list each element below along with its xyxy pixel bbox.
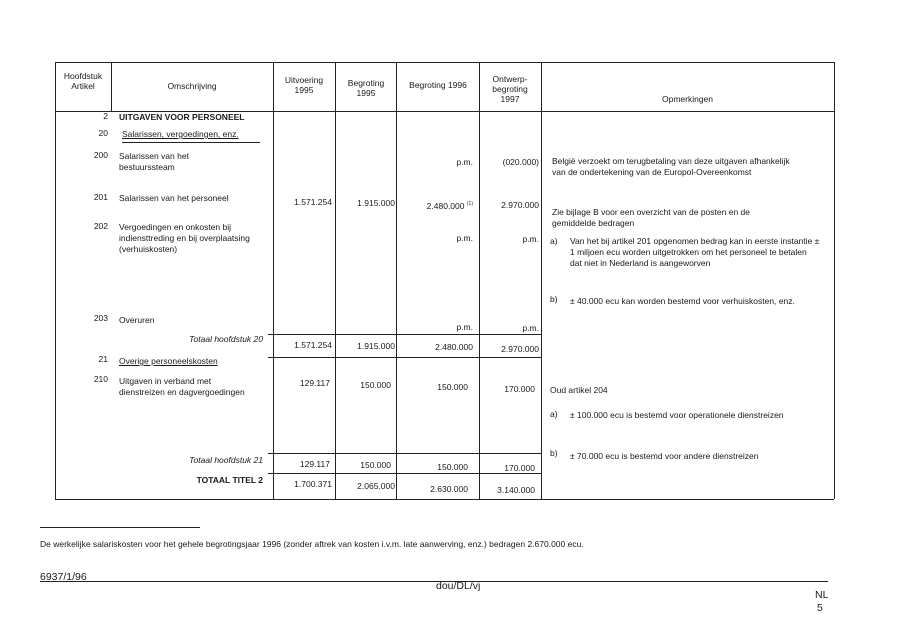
row-200-underline [122,142,260,143]
total20-top-line [268,334,541,335]
row-200-remark: België verzoekt om terugbetaling van deze uitgaven afhankelijk van de ondertekening van de Europol-Overeenkomst [552,156,790,177]
row-201-remark: Zie bijlage B voor een overzicht van de posten en de gemiddelde bedragen [552,207,750,228]
footnote-separator [40,527,200,528]
row-202-remark-a-label: a) [550,236,558,246]
row-210-budget1995: 150.000 [360,380,391,390]
row-200-budget1996: p.m. [456,157,473,167]
row-210-code: 210 [93,374,108,384]
footer-initials: dou/DL/vj [436,580,481,592]
total-title-2-budget1996: 2.630.000 [430,484,468,494]
row-210-remark-b-label: b) [550,448,558,458]
footer-rule [40,581,828,582]
row-200-draft1997: (020.000) [502,157,539,167]
row-202-budget1996: p.m. [456,233,473,243]
row-201-code: 201 [93,192,108,202]
table-top-border [55,62,834,63]
footer-document-number: 6937/1/96 [40,571,87,583]
row-210-remark: Oud artikel 204 [550,385,608,395]
total-title-2-exec1995: 1.700.371 [294,479,332,489]
row-200-desc: Salarissen van het bestuurssteam [119,151,189,172]
header-draft-1997: Ontwerp-begroting 1997 [492,74,528,104]
row-202-remark-b: ± 40.000 ecu kan worden bestemd voor verhuiskosten, enz. [570,296,795,306]
total20-bottom-line [268,357,541,358]
table-left-border [55,62,56,499]
row-210-draft1997: 170.000 [504,384,535,394]
row-202-remark-a: Van het bij artikel 201 opgenomen bedrag kan in eerste instantie ± 1 miljoen ecu worden uitgetrokken om het personeel te betalen dat niet in Nederland is aangeworven [570,236,820,268]
row-210-desc: Uitgaven in verband met dienstreizen en dagvergoedingen [119,376,245,397]
header-chapter: Hoofdstuk Artikel [63,71,103,91]
row-2-desc: UITGAVEN VOOR PERSONEEL [119,112,245,122]
row-202-draft1997: p.m. [522,234,539,244]
row-201-draft1997: 2.970.000 [501,200,539,210]
row-20-code: 20 [98,128,108,138]
row-201-exec1995: 1.571.254 [294,197,332,207]
col-sep-remarks [541,62,542,499]
total-20-label: Totaal hoofdstuk 20 [189,334,263,344]
total-21-label: Totaal hoofdstuk 21 [189,455,263,465]
footnote-ref: (1) [466,201,473,207]
total-20-draft1997: 2.970.000 [501,344,539,354]
row-203-code: 203 [93,313,108,323]
col-sep-draft1997 [479,62,480,499]
table-bottom-border [55,499,834,500]
header-budget-1996: Begroting 1996 [409,80,467,90]
col-sep-exec1995 [273,62,274,499]
total-title-2-label: TOTAAL TITEL 2 [196,475,263,485]
row-201-budget1996-value: 2.480.000 [426,200,465,211]
row-20-desc: Salarissen, vergoedingen, enz. [122,129,239,139]
row-210-remark-b: ± 70.000 ecu is bestemd voor andere dienstreizen [570,451,759,461]
row-21-desc: Overige personeelskosten [119,356,218,366]
row-203-desc: Overuren [119,315,155,325]
row-201-budget1995: 1.915.000 [357,198,395,208]
total-21-budget1995: 150.000 [360,460,391,470]
total21-top-line [268,453,541,454]
footer-language: NL [815,589,829,601]
row-201-budget1996 [400,199,473,212]
row-200-code: 200 [93,150,108,160]
total-21-budget1996: 150.000 [437,462,468,472]
total-21-exec1995: 129.117 [299,459,330,469]
total-title-2-draft1997: 3.140.000 [497,485,535,495]
row-201-desc: Salarissen van het personeel [119,193,229,203]
row-202-desc: Vergoedingen en onkosten bij indiensttreding en bij overplaatsing (verhuiskosten) [119,222,250,254]
header-exec-1995: Uitvoering 1995 [284,75,324,95]
row-21-code: 21 [98,354,108,364]
total-20-budget1996: 2.480.000 [435,342,473,352]
footer-page-number: 5 [817,602,823,614]
footnote-text: De werkelijke salariskosten voor het gehele begrotingsjaar 1996 (zonder aftrek van kosten i.v.m. late aanwerving, enz.) bedragen 2.670.000 ecu. [40,539,584,549]
header-remarks: Opmerkingen [661,94,714,104]
total-title-2-budget1995: 2.065.000 [357,481,395,491]
row-203-draft1997: p.m. [522,323,539,333]
row-203-budget1996: p.m. [456,322,473,332]
total-20-budget1995: 1.915.000 [357,341,395,351]
header-budget-1995: Begroting 1995 [347,78,385,98]
header-description: Omschrijving [167,81,217,91]
row-2-code: 2 [103,111,108,121]
row-210-exec1995: 129.117 [299,378,330,388]
row-202-code: 202 [93,221,108,231]
row-210-remark-a: ± 100.000 ecu is bestemd voor operationele dienstreizen [570,410,784,420]
total-21-draft1997: 170.000 [504,463,535,473]
row-202-remark-b-label: b) [550,294,558,304]
row-210-remark-a-label: a) [550,409,558,419]
total-20-exec1995: 1.571.254 [294,340,332,350]
col-sep-budget1995 [335,62,336,499]
row-210-budget1996: 150.000 [437,382,468,392]
table-right-border [834,62,835,499]
col-sep-budget1996 [396,62,397,499]
